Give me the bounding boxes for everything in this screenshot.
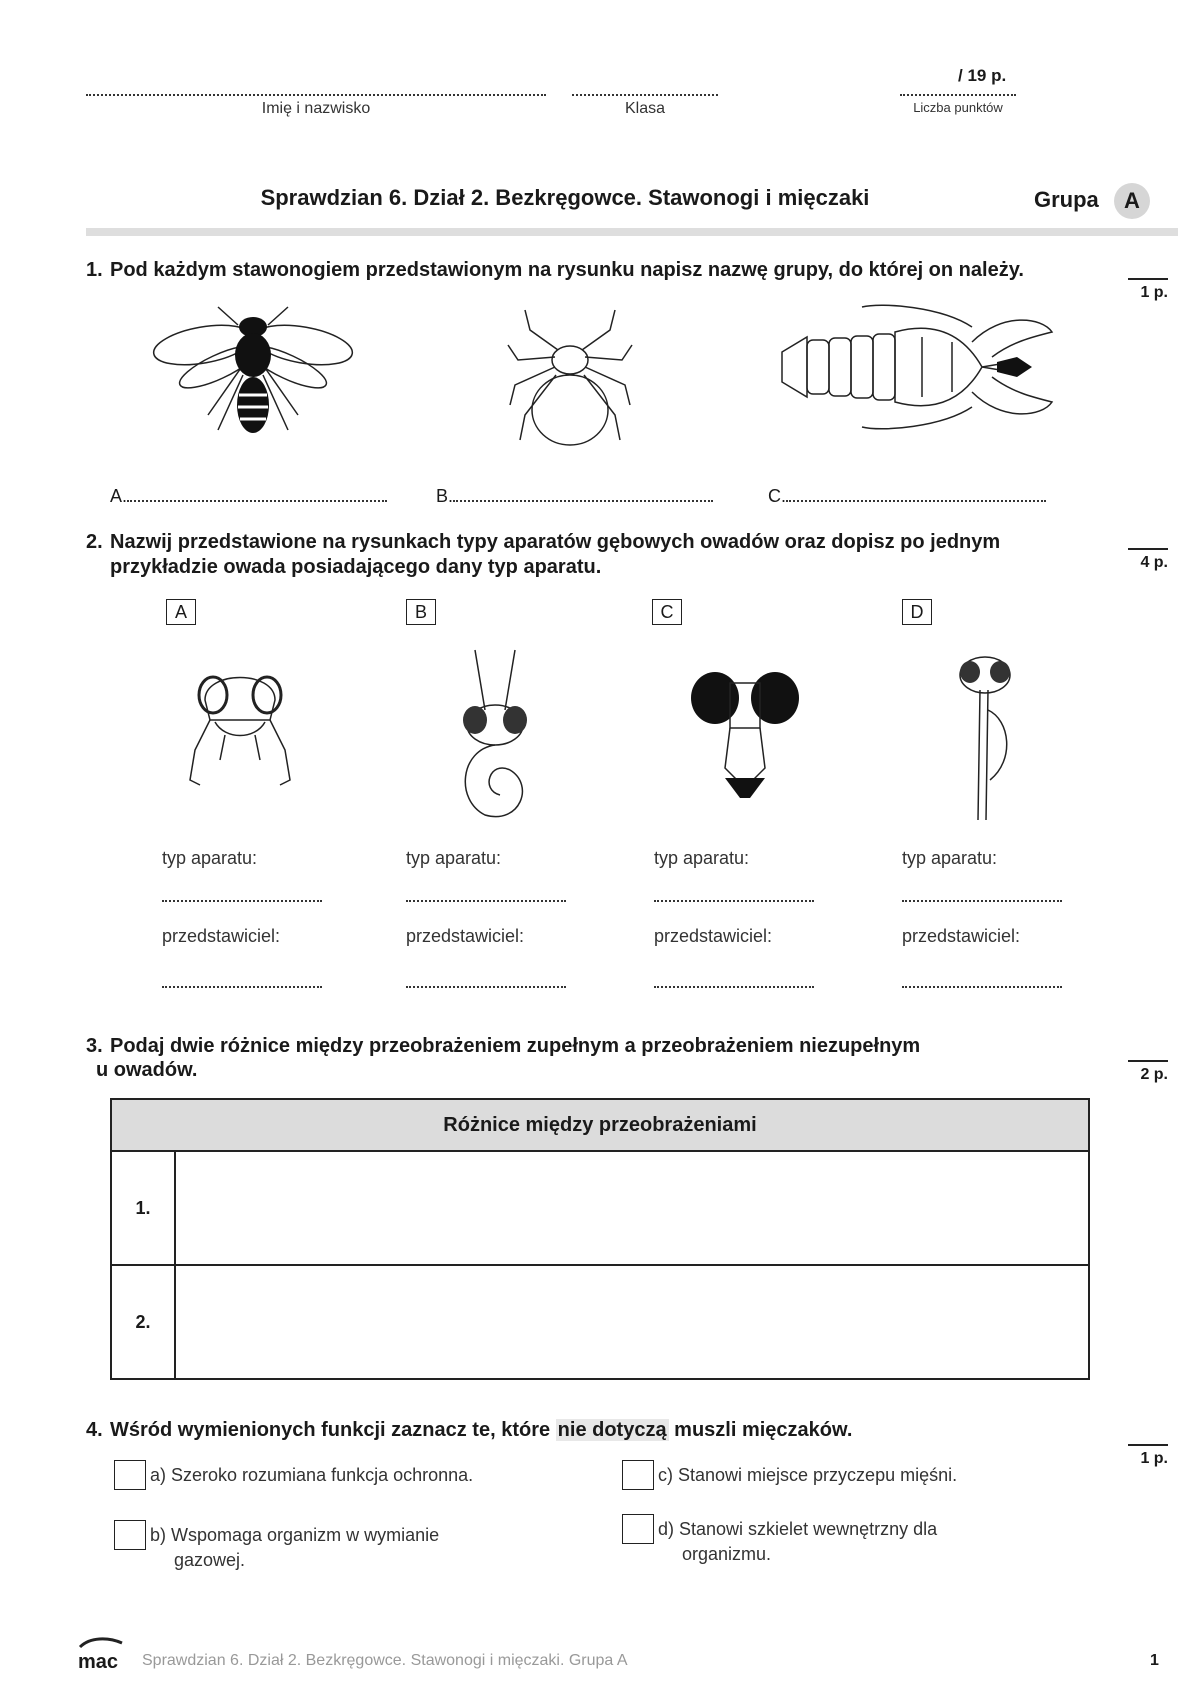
mouthparts-chewing-image bbox=[185, 660, 295, 800]
footer-text: Sprawdzian 6. Dział 2. Bezkręgowce. Stawonogi i mięczaki. Grupa A bbox=[142, 1652, 628, 1669]
q2-points bbox=[1128, 548, 1168, 572]
option-d-checkbox[interactable] bbox=[622, 1514, 654, 1544]
q4-points bbox=[1128, 1444, 1168, 1468]
page-title: Sprawdzian 6. Dział 2. Bezkręgowce. Stawonogi i mięczaki bbox=[260, 185, 870, 210]
table-row bbox=[111, 1151, 1089, 1265]
mouth-d-type-label: typ aparatu: bbox=[902, 848, 998, 868]
q3-text-line1: Podaj dwie różnice między przeobrażeniem zupełnym a przeobrażeniem niezupełnym bbox=[110, 1035, 921, 1057]
mouth-c-letter: C bbox=[652, 599, 682, 625]
tick-image bbox=[500, 305, 640, 455]
q1-points-text: 1 p. bbox=[1140, 284, 1168, 301]
q3-number: 3. bbox=[86, 1035, 103, 1057]
answer-c-line[interactable] bbox=[768, 484, 1046, 507]
table-header-row bbox=[111, 1099, 1089, 1151]
q4-number: 4. bbox=[86, 1419, 103, 1441]
mouth-b-rep-line[interactable] bbox=[406, 984, 566, 988]
option-c-text: c) Stanowi miejsce przyczepu mięśni. bbox=[658, 1465, 958, 1485]
option-b-text-line1: b) Wspomaga organizm w wymianie bbox=[150, 1525, 440, 1545]
mouthparts-piercing-image bbox=[950, 650, 1020, 830]
points-total: / 19 p. bbox=[958, 66, 1007, 85]
mouth-d-type-line[interactable] bbox=[902, 898, 1062, 902]
answer-b-line[interactable] bbox=[436, 484, 713, 507]
mouth-b-rep-label: przedstawiciel: bbox=[406, 926, 525, 946]
class-field-line[interactable] bbox=[572, 94, 718, 96]
q4-points-text: 1 p. bbox=[1140, 1450, 1168, 1467]
q2-text-line1: Nazwij przedstawione na rysunkach typy aparatów gębowych owadów oraz dopisz po jednym bbox=[110, 531, 1001, 553]
class-label: Klasa bbox=[624, 100, 666, 117]
mouth-a-rep-line[interactable] bbox=[162, 984, 322, 988]
q1-number: 1. bbox=[86, 259, 103, 281]
row-number: 2. bbox=[111, 1265, 175, 1379]
q2-number: 2. bbox=[86, 531, 103, 553]
mouth-d-rep-label: przedstawiciel: bbox=[902, 926, 1021, 946]
logo-swoosh-icon bbox=[78, 1637, 124, 1649]
q3-points bbox=[1128, 1060, 1168, 1084]
q4-text bbox=[110, 1418, 1110, 1442]
q3-points-text: 2 p. bbox=[1140, 1066, 1168, 1083]
mouth-c-rep-line[interactable] bbox=[654, 984, 814, 988]
mouthparts-siphoning-image bbox=[440, 640, 550, 830]
option-c-checkbox[interactable] bbox=[622, 1460, 654, 1490]
q4-text-before: Wśród wymienionych funkcji zaznacz te, które bbox=[110, 1419, 551, 1441]
wasp-image bbox=[148, 305, 358, 445]
crayfish-image bbox=[772, 302, 1062, 432]
option-d-text-line2: organizmu. bbox=[682, 1544, 772, 1564]
page-number: 1 bbox=[1150, 1652, 1159, 1669]
q1-text: Pod każdym stawonogiem przedstawionym na rysunku napisz nazwę grupy, do której on należy. bbox=[110, 259, 1024, 281]
option-b-checkbox[interactable] bbox=[114, 1520, 146, 1550]
mouth-a-type-line[interactable] bbox=[162, 898, 322, 902]
points-field-line[interactable] bbox=[900, 94, 1016, 96]
mouth-b-letter: B bbox=[406, 599, 436, 625]
mouth-c-type-label: typ aparatu: bbox=[654, 848, 750, 868]
group-label: Grupa bbox=[1034, 187, 1099, 212]
mouth-c-type-line[interactable] bbox=[654, 898, 814, 902]
answer-a-label: A. bbox=[110, 486, 128, 506]
answer-b-label: B. bbox=[436, 486, 454, 506]
table-header: Różnice między przeobrażeniami bbox=[111, 1099, 1089, 1151]
mouth-d-letter: D bbox=[902, 599, 932, 625]
q1-points bbox=[1128, 278, 1168, 302]
answer-c-label: C. bbox=[768, 486, 786, 506]
q3-text-line2: u owadów. bbox=[96, 1059, 198, 1081]
option-a-text: a) Szeroko rozumiana funkcja ochronna. bbox=[150, 1465, 474, 1485]
mouth-c-rep-label: przedstawiciel: bbox=[654, 926, 773, 946]
mouth-a-letter: A bbox=[166, 599, 196, 625]
q4-text-highlight: nie dotyczą bbox=[557, 1419, 667, 1441]
group-badge: A bbox=[1114, 183, 1150, 219]
option-d-text-line1: d) Stanowi szkielet wewnętrzny dla bbox=[658, 1519, 938, 1539]
mouth-b-type-label: typ aparatu: bbox=[406, 848, 502, 868]
q2-text-line2: przykładzie owada posiadającego dany typ aparatu. bbox=[110, 556, 602, 578]
mouth-a-rep-label: przedstawiciel: bbox=[162, 926, 281, 946]
publisher-logo bbox=[78, 1636, 124, 1673]
differences-table bbox=[110, 1098, 1090, 1380]
mouth-d-rep-line[interactable] bbox=[902, 984, 1062, 988]
mouth-a-type-label: typ aparatu: bbox=[162, 848, 258, 868]
table-row bbox=[111, 1265, 1089, 1379]
answer-cell[interactable] bbox=[175, 1151, 1089, 1265]
logo-text: mac bbox=[78, 1651, 119, 1673]
row-number: 1. bbox=[111, 1151, 175, 1265]
q4-text-after: muszli mięczaków. bbox=[674, 1419, 853, 1441]
mouthparts-licking-image bbox=[690, 668, 800, 808]
points-label: Liczba punktów bbox=[913, 100, 1003, 115]
title-divider bbox=[86, 228, 1178, 236]
answer-a-line[interactable] bbox=[110, 484, 387, 507]
option-b-text-line2: gazowej. bbox=[174, 1550, 246, 1570]
q2-points-text: 4 p. bbox=[1140, 554, 1168, 571]
option-a-checkbox[interactable] bbox=[114, 1460, 146, 1490]
name-field-line[interactable] bbox=[86, 94, 546, 96]
mouth-b-type-line[interactable] bbox=[406, 898, 566, 902]
answer-cell[interactable] bbox=[175, 1265, 1089, 1379]
name-label: Imię i nazwisko bbox=[261, 100, 371, 117]
